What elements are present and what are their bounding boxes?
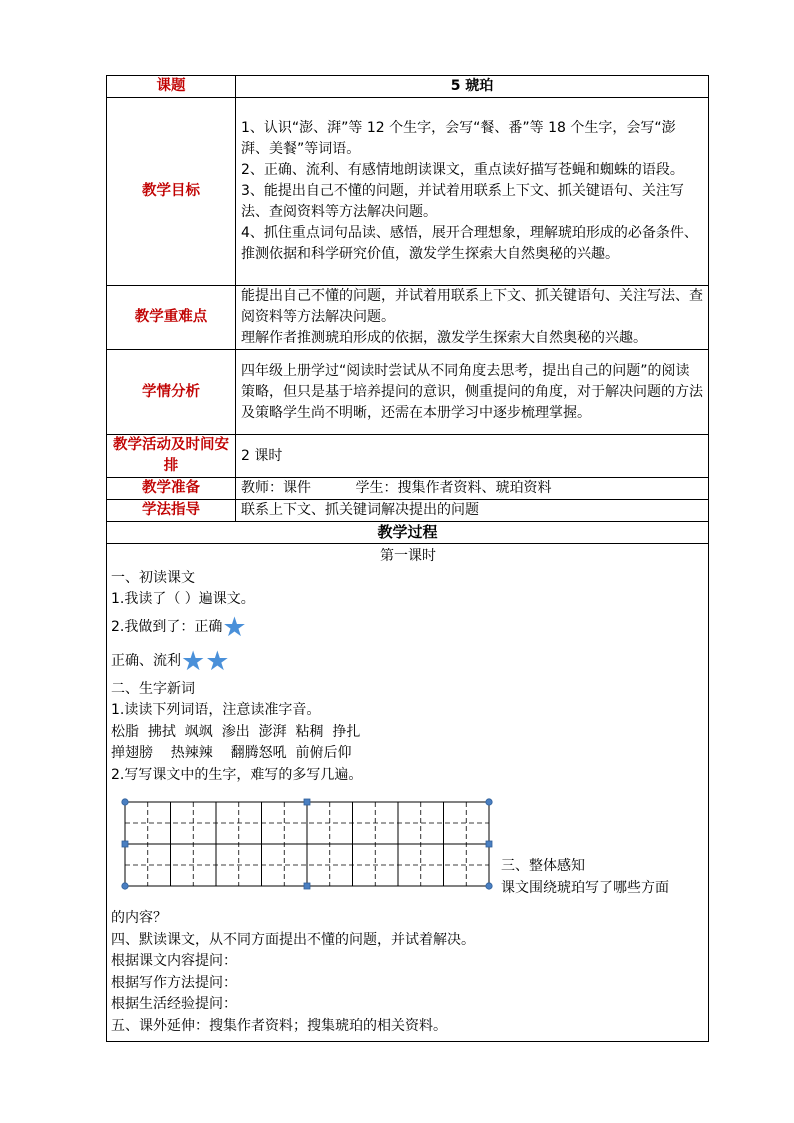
star-icon: ★ bbox=[181, 645, 206, 677]
method-content: 联系上下文、抓关键词解决提出的问题 bbox=[236, 500, 709, 522]
objectives-label: 教学目标 bbox=[107, 98, 236, 286]
fluency-row bbox=[111, 645, 705, 679]
schedule-content: 2 课时 bbox=[236, 435, 709, 478]
topic-label: 课题 bbox=[107, 76, 236, 98]
process-content bbox=[107, 544, 709, 1042]
section-2-question-1: 1.读读下列词语，注意读准字音。 bbox=[111, 702, 321, 718]
section-1-question-2: 2.我做到了：正确 bbox=[111, 619, 223, 635]
objective-item: 3、能提出自己不懂的问题，并试着用联系上下文、抓关键语句、关注写法、查阅资料等方法解决问题。 bbox=[241, 183, 684, 220]
analysis-label: 学情分析 bbox=[107, 350, 236, 435]
vocabulary-line-2: 掸翅膀 热辣辣 翻腾怒吼 前俯后仰 bbox=[111, 745, 352, 761]
section-5-title: 五、课外延伸：搜集作者资料；搜集琥珀的相关资料。 bbox=[111, 1017, 447, 1034]
vocabulary-line-1: 松脂 拂拭 飒飒 渗出 澎湃 粘稠 挣扎 bbox=[111, 723, 361, 740]
objective-item: 4、抓住重点词句品读、感悟，展开合理想象，理解琥珀形成的必备条件、推测依据和科学研究价值，激发学生探索大自然奥秘的兴趣。 bbox=[241, 225, 698, 262]
section-1-title: 一、初读课文 bbox=[111, 569, 195, 586]
analysis-content: 四年级上册学过“阅读时尝试从不同角度去思考，提出自己的问题”的阅读策略，但只是基于培养提问的意识，侧重提问的角度，对于解决问题的方法及策略学生尚不明晰，还需在本册学习中逐步梳理掌握。 bbox=[236, 350, 709, 435]
writing-grid[interactable] bbox=[115, 792, 495, 896]
lesson-period: 第一课时 bbox=[380, 548, 436, 564]
objectives-content bbox=[236, 98, 709, 286]
writing-grid-area bbox=[111, 790, 705, 908]
section-4-question-3: 根据生活经验提问： bbox=[111, 996, 237, 1012]
section-3-text: 课文围绕琥珀写了哪些方面 bbox=[501, 879, 669, 896]
lesson-plan-sheet bbox=[106, 75, 708, 1042]
section-3-title: 三、整体感知 bbox=[501, 858, 585, 874]
objective-item: 1、认识“澎、湃”等 12 个生字，会写“餐、番”等 18 个生字，会写“澎湃、美餐”等词语。 bbox=[241, 120, 676, 157]
lesson-title: 5 琥珀 bbox=[236, 76, 709, 98]
section-2-title: 二、生字新词 bbox=[111, 680, 195, 697]
section-4-title: 四、默读课文，从不同方面提出不懂的问题，并试着解决。 bbox=[111, 931, 475, 948]
accuracy-row bbox=[111, 611, 705, 645]
section-1-question-1: 1.我读了（ ）遍课文。 bbox=[111, 591, 255, 607]
key-points-content bbox=[236, 286, 709, 350]
preparation-label: 教学准备 bbox=[107, 478, 236, 500]
lesson-plan-table bbox=[106, 75, 709, 1042]
preparation-content: 教师：课件 学生：搜集作者资料、琥珀资料 bbox=[236, 478, 709, 500]
key-point-item: 能提出自己不懂的问题，并试着用联系上下文、抓关键语句、关注写法、查阅资料等方法解决问题。 bbox=[241, 288, 703, 325]
objective-item: 2、正确、流利、有感情地朗读课文，重点读好描写苍蝇和蜘蛛的语段。 bbox=[241, 162, 684, 178]
method-label: 学法指导 bbox=[107, 500, 236, 522]
star-icon: ★ bbox=[205, 645, 230, 677]
section-3-side bbox=[501, 856, 706, 899]
key-point-item: 理解作者推测琥珀形成的依据，激发学生探索大自然奥秘的兴趣。 bbox=[241, 330, 647, 346]
section-3-text-continued: 的内容？ bbox=[111, 910, 167, 926]
section-1-question-3: 正确、流利 bbox=[111, 653, 181, 669]
section-2-question-2: 2.写写课文中的生字，难写的多写几遍。 bbox=[111, 766, 363, 783]
process-heading: 教学过程 bbox=[107, 522, 709, 544]
key-points-label: 教学重难点 bbox=[107, 286, 236, 350]
section-4-question-2: 根据写作方法提问： bbox=[111, 974, 237, 991]
star-icon: ★ bbox=[222, 611, 247, 643]
section-4-question-1: 根据课文内容提问： bbox=[111, 953, 237, 969]
schedule-label: 教学活动及时间安排 bbox=[107, 435, 236, 478]
